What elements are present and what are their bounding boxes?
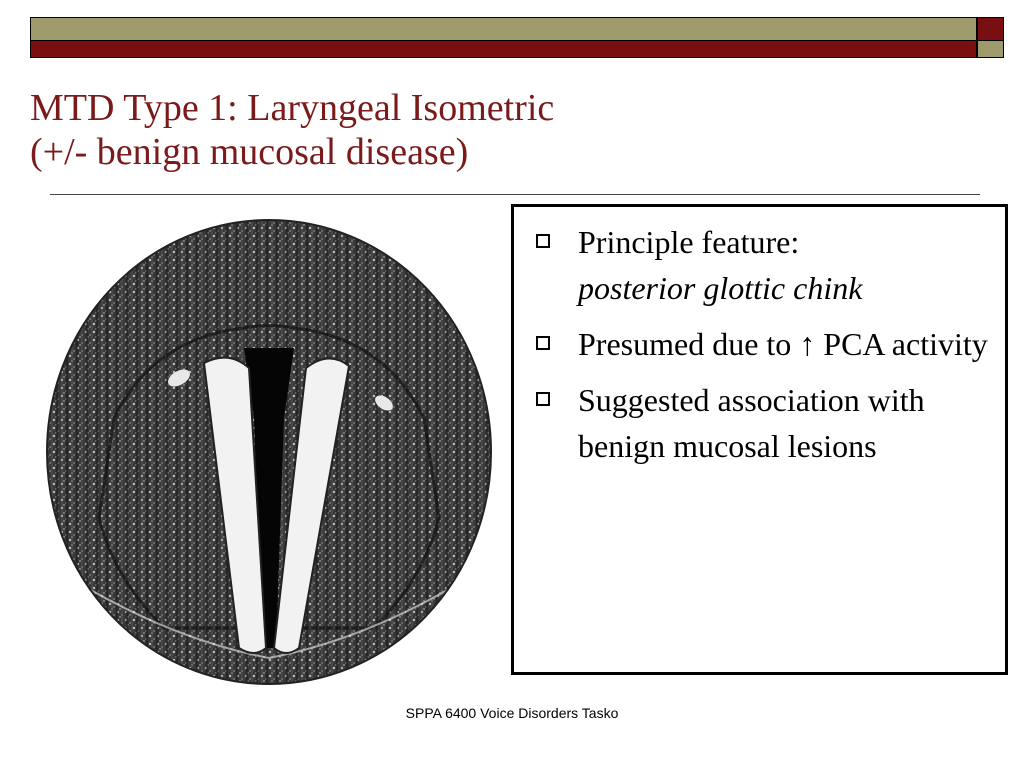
bullet-item — [528, 321, 993, 367]
slide-title — [30, 86, 970, 174]
bullet-item — [528, 377, 993, 469]
bullet-text: Suggested association with benign mucosal lesions — [578, 382, 925, 464]
header-square-top — [977, 17, 1004, 41]
bullet-item — [528, 219, 993, 311]
header-bar-bottom — [30, 41, 977, 58]
bullet-text: Principle feature: — [578, 224, 800, 260]
bullet-box — [511, 204, 1008, 675]
square-bullet-icon — [536, 234, 550, 248]
bullet-text: Presumed due to ↑ PCA activity — [578, 326, 988, 362]
larynx-illustration — [44, 218, 494, 686]
slide-title-line2: (+/- benign mucosal disease) — [30, 131, 469, 173]
slide-footer: SPPA 6400 Voice Disorders Tasko — [405, 705, 619, 721]
square-bullet-icon — [536, 392, 550, 406]
header-bar-top — [30, 17, 977, 41]
header-square-bottom — [977, 41, 1004, 58]
square-bullet-icon — [536, 336, 550, 350]
bullet-emphasis: posterior glottic chink — [578, 270, 863, 306]
slide-title-line1: MTD Type 1: Laryngeal Isometric — [30, 87, 555, 129]
title-divider — [50, 194, 980, 195]
bullet-list — [528, 219, 993, 469]
